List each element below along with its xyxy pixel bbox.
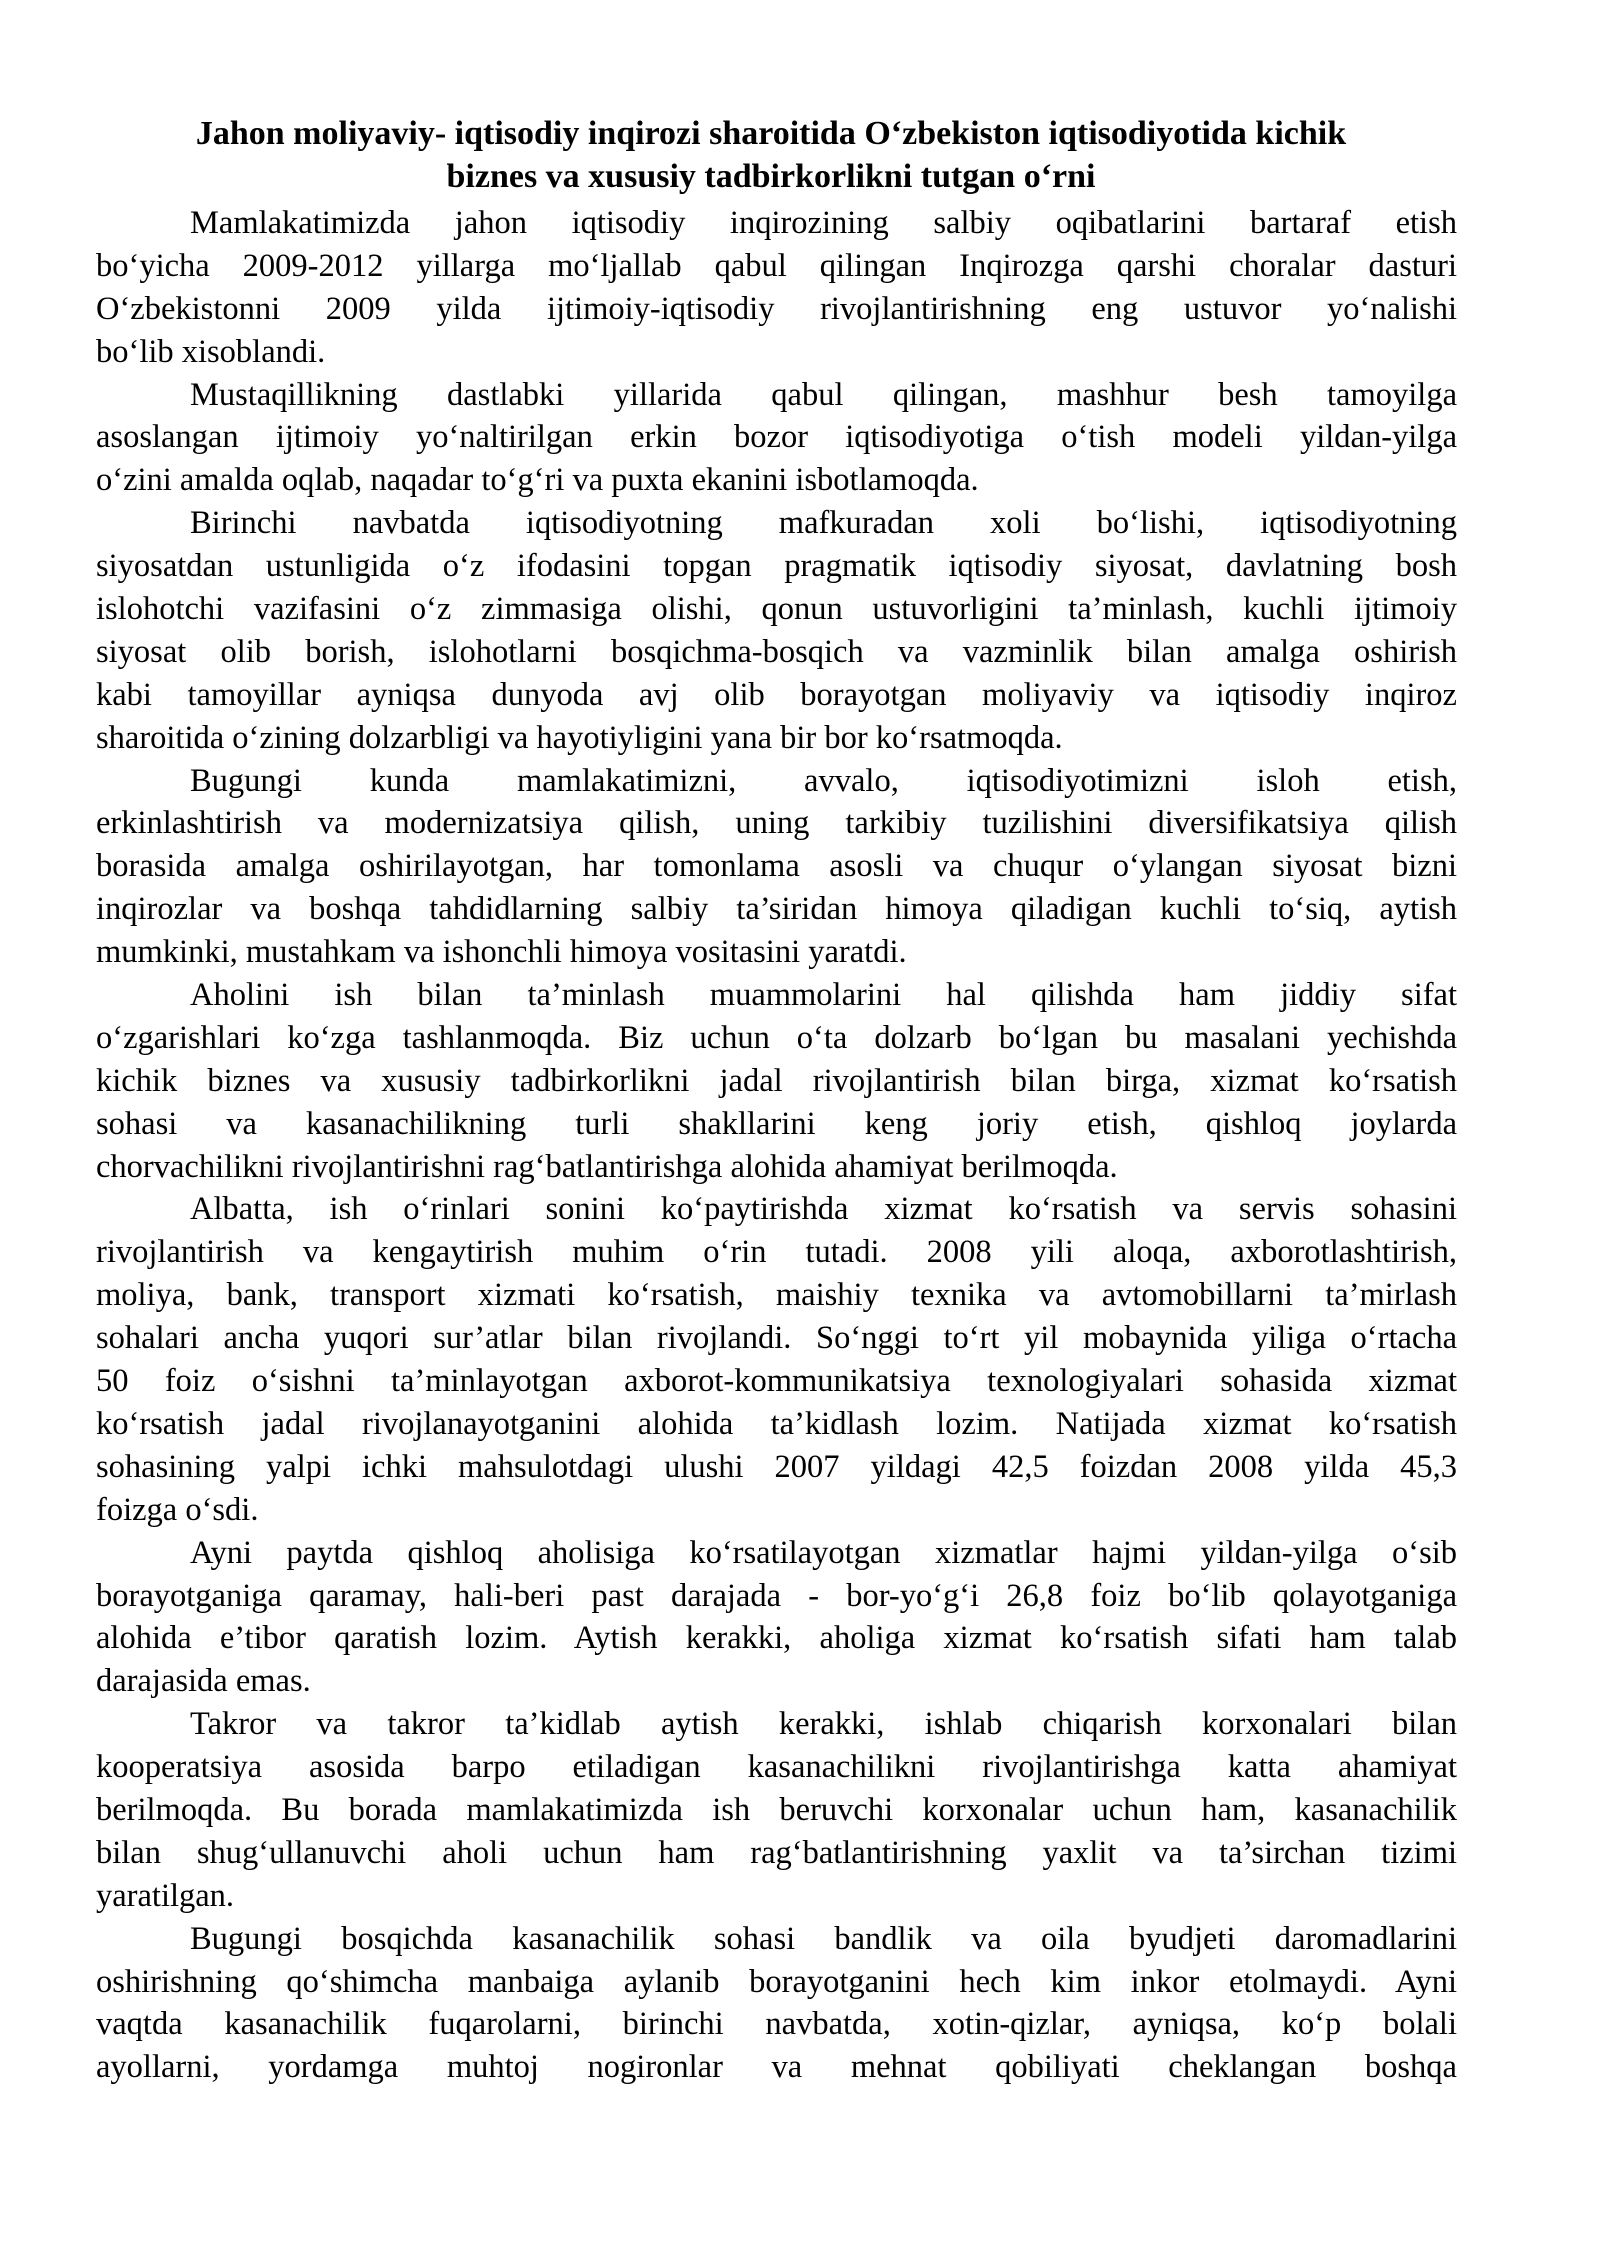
text-line: erkinlashtirish va modernizatsiya qilish, uning tarkibiy tuzilishini diversifikatsiya qilish: [96, 805, 1457, 842]
title-line: Jahon moliyaviy- iqtisodiy inqirozi sharoitida O‘zbekiston iqtisodiyotida kichik: [195, 115, 1347, 152]
text-line: Bugungi kunda mamlakatimizni, avvalo, iqtisodiyotimizni isloh etish,: [190, 762, 1457, 799]
text-line: Bugungi bosqichda kasanachilik sohasi bandlik va oila byudjeti daromadlarini: [190, 1920, 1457, 1957]
text-line: Aholini ish bilan ta’minlash muammolarini hal qilishda ham jiddiy sifat: [190, 977, 1457, 1014]
text-line: Albatta, ish o‘rinlari sonini ko‘paytirishda xizmat ko‘rsatish va servis sohasini: [190, 1191, 1457, 1228]
text-line: inqirozlar va boshqa tahdidlarning salbiy ta’siridan himoya qiladigan kuchli to‘siq, aytish: [96, 891, 1457, 928]
text-line: bo‘lib xisoblandi.: [96, 333, 326, 370]
text-line: borayotganiga qaramay, hali-beri past darajada - bor-yo‘g‘i 26,8 foiz bo‘lib qolayotganiga: [96, 1577, 1457, 1614]
text-line: islohotchi vazifasini o‘z zimmasiga olishi, qonun ustuvorligini ta’minlash, kuchli ijtimoiy: [96, 591, 1457, 628]
text-line: kichik biznes va xususiy tadbirkorlikni jadal rivojlantirish bilan birga, xizmat ko‘rsatish: [96, 1062, 1457, 1099]
text-line: 50 foiz o‘sishni ta’minlayotgan axborot-kommunikatsiya texnologiyalari sohasida xizmat: [96, 1363, 1457, 1400]
text-line: oshirishning qo‘shimcha manbaiga aylanib borayotganini hech kim inkor etolmaydi. Ayni: [96, 1963, 1457, 2000]
text-line: moliya, bank, transport xizmati ko‘rsatish, maishiy texnika va avtomobillarni ta’mirlash: [96, 1277, 1457, 1314]
text-line: o‘zini amalda oqlab, naqadar to‘g‘ri va puxta ekanini isbotlamoqda.: [96, 462, 979, 499]
text-line: o‘zgarishlari ko‘zga tashlanmoqda. Biz uchun o‘ta dolzarb bo‘lgan bu masalani yechishda: [96, 1019, 1457, 1056]
text-line: Mamlakatimizda jahon iqtisodiy inqirozining salbiy oqibatlarini bartaraf etish: [190, 205, 1457, 241]
text-line: chorvachilikni rivojlantirishni rag‘batlantirishga alohida ahamiyat berilmoqda.: [96, 1148, 1118, 1185]
text-line: rivojlantirish va kengaytirish muhim o‘rin tutadi. 2008 yili aloqa, axborotlashtirish,: [96, 1234, 1457, 1271]
text-line: asoslangan ijtimoiy yo‘naltirilgan erkin bozor iqtisodiyotiga o‘tish modeli yildan-yilga: [96, 419, 1457, 456]
text-line: berilmoqda. Bu borada mamlakatimizda ish beruvchi korxonalar uchun ham, kasanachilik: [96, 1791, 1457, 1828]
document-title: [96, 112, 1446, 198]
text-line: mumkinki, mustahkam va ishonchli himoya vositasini yaratdi.: [96, 934, 907, 971]
text-line: sohasi va kasanachilikning turli shakllarini keng joriy etish, qishloq joylarda: [96, 1105, 1457, 1142]
text-line: sharoitida o‘zining dolzarbligi va hayotiyligini yana bir bor ko‘rsatmoqda.: [96, 719, 1063, 756]
title-line: biznes va xususiy tadbirkorlikni tutgan o‘rni: [446, 158, 1096, 195]
document-body: [96, 202, 1457, 2089]
text-line: O‘zbekistonni 2009 yilda ijtimoiy-iqtisodiy rivojlantirishning eng ustuvor yo‘nalishi: [96, 290, 1457, 327]
text-line: siyosat olib borish, islohotlarni bosqichma-bosqich va vazminlik bilan amalga oshirish: [96, 633, 1457, 670]
text-line: foizga o‘sdi.: [96, 1491, 259, 1528]
text-line: darajasida emas.: [96, 1663, 311, 1700]
text-line: yaratilgan.: [96, 1877, 235, 1914]
text-line: sohasining yalpi ichki mahsulotdagi ulushi 2007 yildagi 42,5 foizdan 2008 yilda 45,3: [96, 1448, 1457, 1485]
text-line: borasida amalga oshirilayotgan, har tomonlama asosli va chuqur o‘ylangan siyosat bizni: [96, 848, 1457, 885]
text-line: vaqtda kasanachilik fuqarolarni, birinchi navbatda, xotin-qizlar, ayniqsa, ko‘p bolali: [96, 2006, 1457, 2043]
text-line: Mustaqillikning dastlabki yillarida qabul qilingan, mashhur besh tamoyilga: [190, 376, 1457, 413]
text-line: bo‘yicha 2009-2012 yillarga mo‘ljallab qabul qilingan Inqirozga qarshi choralar dasturi: [96, 247, 1457, 284]
text-line: Birinchi navbatda iqtisodiyotning mafkuradan xoli bo‘lishi, iqtisodiyotning: [190, 505, 1457, 542]
text-line: ko‘rsatish jadal rivojlanayotganini alohida ta’kidlash lozim. Natijada xizmat ko‘rsatish: [96, 1405, 1457, 1442]
text-line: ayollarni, yordamga muhtoj nogironlar va mehnat qobiliyati cheklangan boshqa: [96, 2049, 1457, 2086]
text-line: kooperatsiya asosida barpo etiladigan kasanachilikni rivojlantirishga katta ahamiyat: [96, 1749, 1457, 1786]
text-line: sohalari ancha yuqori sur’atlar bilan rivojlandi. So‘nggi to‘rt yil mobaynida yiliga o‘rtacha: [96, 1320, 1457, 1357]
text-line: kabi tamoyillar ayniqsa dunyoda avj olib borayotgan moliyaviy va iqtisodiy inqiroz: [96, 676, 1457, 713]
text-line: alohida e’tibor qaratish lozim. Aytish kerakki, aholiga xizmat ko‘rsatish sifati ham talab: [96, 1620, 1457, 1657]
text-line: siyosatdan ustunligida o‘z ifodasini topgan pragmatik iqtisodiy siyosat, davlatning bosh: [96, 548, 1457, 585]
text-line: Ayni paytda qishloq aholisiga ko‘rsatilayotgan xizmatlar hajmi yildan-yilga o‘sib: [190, 1534, 1457, 1571]
text-line: Takror va takror ta’kidlab aytish kerakki, ishlab chiqarish korxonalari bilan: [190, 1706, 1457, 1743]
text-line: bilan shug‘ullanuvchi aholi uchun ham rag‘batlantirishning yaxlit va ta’sirchan tizimi: [96, 1834, 1457, 1871]
